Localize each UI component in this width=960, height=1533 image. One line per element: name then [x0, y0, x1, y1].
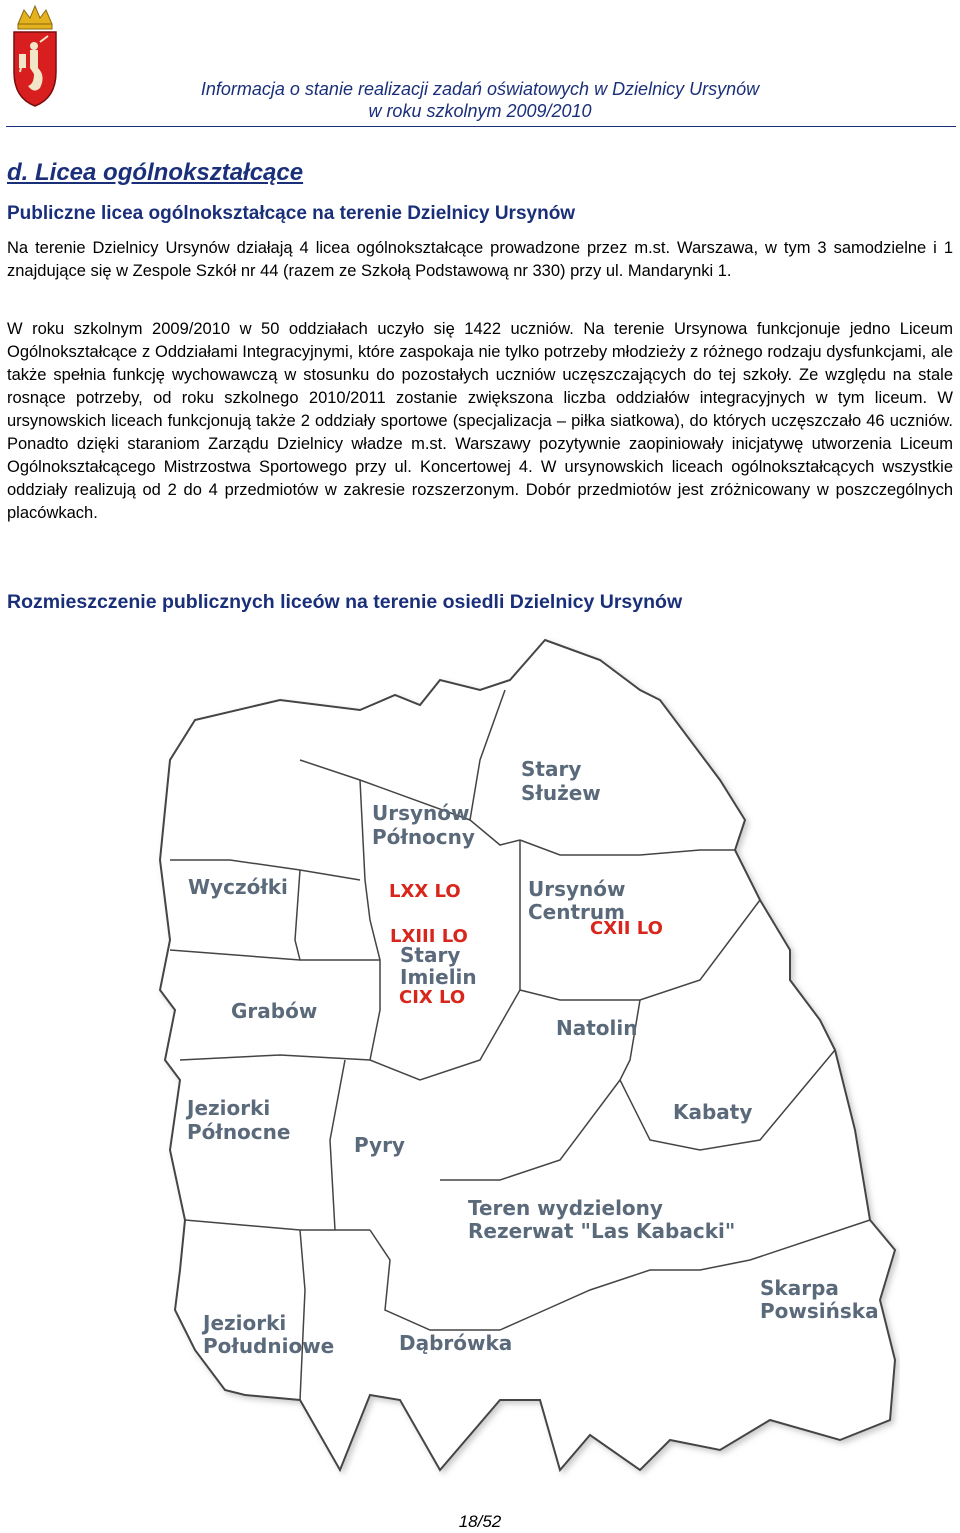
district-map: [120, 635, 900, 1485]
district-label-skarpa-powsinska: Skarpa: [760, 1276, 839, 1300]
school-label-lxx: LXX LO: [389, 881, 461, 902]
document-header-title: [130, 78, 830, 122]
section-heading: d. Licea ogólnokształcące: [7, 159, 304, 186]
district-label-jeziorki-polnocne: Jeziorki: [187, 1096, 271, 1120]
district-label-stary-imielin: Imielin: [400, 965, 477, 989]
header-title-line2: w roku szkolnym 2009/2010: [368, 101, 592, 121]
district-label-ursynow-polnocny: Północny: [372, 825, 475, 849]
district-label-ursynow-polnocny: Ursynów: [372, 801, 470, 825]
district-label-ursynow-centrum: Centrum: [528, 900, 625, 924]
district-label-grabow: Grabów: [231, 999, 318, 1023]
district-label-stary-sluzew: Służew: [521, 781, 601, 805]
school-label-cxii: CXII LO: [590, 918, 663, 939]
warsaw-crest-logo: [10, 2, 60, 108]
district-label-kabaty: Kabaty: [673, 1100, 753, 1124]
district-label-jeziorki-poludniowe: Południowe: [203, 1334, 335, 1358]
paragraph-details: W roku szkolnym 2009/2010 w 50 oddziałach uczyło się 1422 uczniów. Na terenie Ursynowa funkcjonuje jedno Liceum Ogólnokształcące z Oddziałami Integracyjnymi, które zaspokaja nie tylko potrzeby młodzieży z różnego rodzaju dysfunkcjami, ale także spełnia funkcję wychowawczą w stosunku do pozostałych uczniów uczęszczających do tej szkoły. Ze względu na stale rosnące potrzeby, od roku szkolnego 2010/2011 zostanie zwiększona liczba oddziałów integracyjnych w tym liceum. W ursynowskich liceach funkcjonują także 2 oddziały sportowe (specjalizacja – piłka siatkowa), do których uczęszczało 46 uczniów. Ponadto dzięki staraniom Zarządu Dzielnicy władze m.st. Warszawy pozytywnie zaopiniowały inicjatywę utworzenia Liceum Ogólnokształcącego Mistrzostwa Sportowego przy ul. Koncertowej 4. W ursynowskich liceach ogólnokształcących wszystkie oddziały realizują od 2 do 4 przedmiotów w zakresie rozszerzonym. Dobór przedmiotów jest zróżnicowany w poszczególnych placówkach.: [7, 320, 953, 522]
paragraph-intro: Na terenie Dzielnicy Ursynów działają 4 licea ogólnokształcące prowadzone przez m.st. Warszawa, w tym 3 samodzielne i 1 znajdujące się w Zespole Szkół nr 44 (razem ze Szkołą Podstawową nr 330) przy ul. Mandarynki 1.: [7, 239, 953, 280]
district-label-jeziorki-polnocne: Północne: [187, 1120, 291, 1144]
page-number: 18/52: [458, 1512, 502, 1531]
district-label-ursynow-centrum: Ursynów: [528, 877, 626, 901]
district-label-skarpa-powsinska: Powsińska: [760, 1299, 879, 1323]
district-label-stary-sluzew: Stary: [521, 757, 582, 781]
district-label-rezerwat: Rezerwat "Las Kabacki": [468, 1219, 736, 1243]
district-label-teren-wydzielony: Teren wydzielony: [468, 1196, 663, 1220]
district-label-wyczolki: Wyczółki: [188, 875, 288, 899]
map-title: Rozmieszczenie publicznych liceów na terenie osiedli Dzielnicy Ursynów: [7, 591, 683, 613]
district-label-pyry: Pyry: [354, 1133, 405, 1157]
district-label-dabrowka: Dąbrówka: [399, 1331, 513, 1355]
district-label-natolin: Natolin: [556, 1016, 638, 1040]
header-title-line1: Informacja o stanie realizacji zadań oświatowych w Dzielnicy Ursynów: [200, 79, 760, 99]
district-label-jeziorki-poludniowe: Jeziorki: [203, 1311, 287, 1335]
school-label-lxiii: LXIII LO: [390, 926, 468, 947]
header-divider: [6, 126, 956, 127]
section-subheading: Publiczne licea ogólnokształcące na terenie Dzielnicy Ursynów: [7, 203, 576, 224]
school-label-cix: CIX LO: [399, 987, 466, 1008]
district-label-stary-imielin: Stary: [400, 943, 461, 967]
